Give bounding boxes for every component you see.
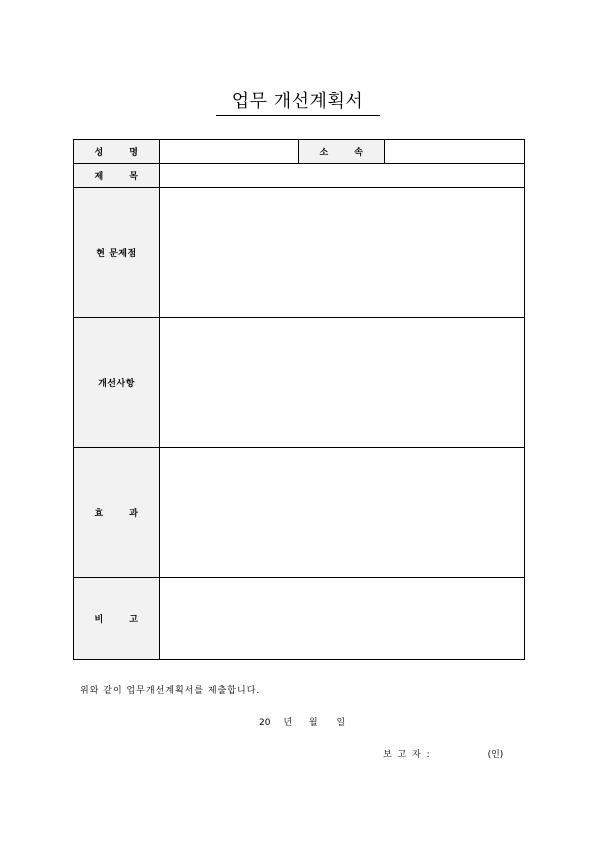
remarks-label [74, 578, 160, 660]
problems-label [74, 188, 160, 318]
seal-label: (인) [487, 750, 504, 760]
submission-statement: 위와 같이 업무개선계획서를 제출합니다. [80, 686, 261, 696]
subject-field[interactable] [160, 164, 525, 188]
problems-label-text: 현 문제점 [96, 249, 137, 259]
subject-label-text: 제 목 [94, 172, 139, 182]
improvement-plan-form [73, 139, 525, 660]
name-label-text: 성 명 [94, 148, 139, 158]
effects-label-text: 효 과 [94, 509, 139, 519]
title-underline [216, 115, 380, 116]
affiliation-label [299, 140, 385, 164]
effects-label [74, 448, 160, 578]
date-line [259, 715, 345, 728]
name-label [74, 140, 160, 164]
name-field[interactable] [160, 140, 299, 164]
date-year-prefix: 20 [259, 718, 271, 728]
affiliation-label-text: 소 속 [319, 148, 364, 158]
subject-label [74, 164, 160, 188]
reporter-line [383, 747, 503, 760]
date-month-label: 월 [308, 718, 318, 728]
page-title: 업무 개선계획서 [231, 91, 364, 112]
improvements-label-text: 개선사항 [98, 379, 135, 389]
remarks-field[interactable] [160, 578, 525, 660]
effects-field[interactable] [160, 448, 525, 578]
affiliation-field[interactable] [385, 140, 525, 164]
remarks-label-text: 비 고 [94, 615, 139, 625]
improvements-label [74, 318, 160, 448]
improvements-field[interactable] [160, 318, 525, 448]
reporter-label: 보 고 자 : [383, 750, 430, 760]
problems-field[interactable] [160, 188, 525, 318]
date-year-label: 년 [283, 718, 293, 728]
date-day-label: 일 [336, 718, 346, 728]
